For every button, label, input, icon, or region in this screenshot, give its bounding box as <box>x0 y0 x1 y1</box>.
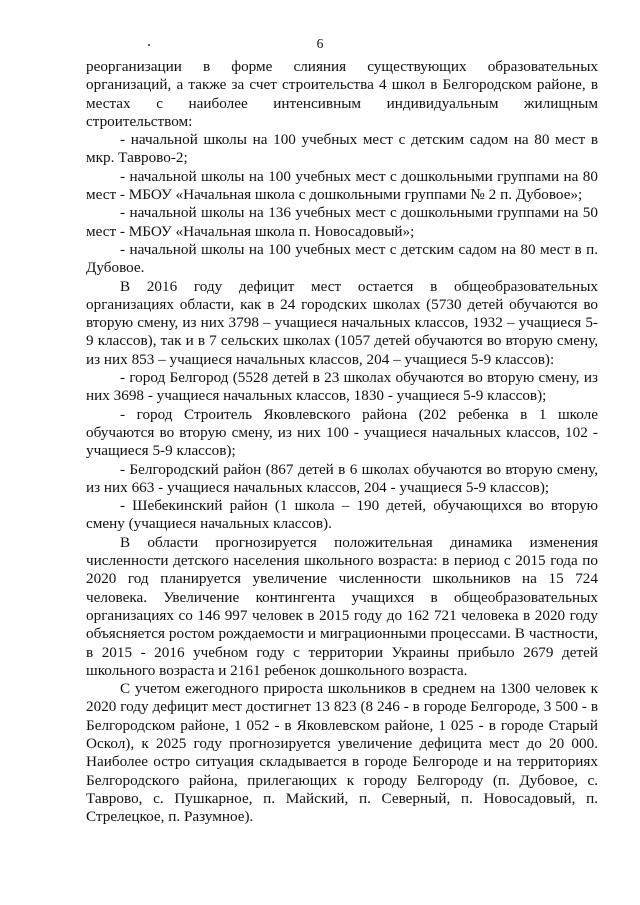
list-item-school-dubovoe-2: - начальной школы на 100 учебных мест с дошкольными группами на 80 мест - МБОУ «Начальная школа с дошкольными группами № 2 п. Дубовое»; <box>86 167 598 204</box>
list-item-belgorod-city: - город Белгород (5528 детей в 23 школах обучаются во вторую смену, из них 3698 - учащиеся начальных классов, 1830 - учащиеся 5-9 классов); <box>86 369 598 405</box>
body-text <box>86 58 598 826</box>
list-item-school-dubovoe: - начальной школы на 100 учебных мест с детским садом на 80 мест в п. Дубовое. <box>86 240 598 277</box>
paragraph-deficit-2016: В 2016 году дефицит мест остается в общеобразовательных организациях области, как в 24 городских школах (5730 детей обучаются во вторую смену, из них 3798 – учащиеся начальных классов, 1932 – учащиеся 5-9 классов), так и в 7 сельских школах (1057 детей обучаются во вторую смену, из них 853 – учащиеся начальных классов, 204 – учащиеся 5-9 классов): <box>86 277 598 368</box>
list-item-shebekino: - Шебекинский район (1 школа – 190 детей, обучающихся во вторую смену (учащиеся начальных классов). <box>86 497 598 533</box>
page-number: 6 <box>316 36 324 51</box>
list-item-belgorod-district: - Белгородский район (867 детей в 6 школах обучаются во вторую смену, из них 663 - учащиеся начальных классов, 204 - учащиеся 5-9 классов); <box>86 460 598 496</box>
paragraph-reorganization: реорганизации в форме слияния существующих образовательных организаций, а также за счет строительства 4 школ в Белгородском районе, в местах с наиболее интенсивным индивидуальным жилищным строительством: <box>86 58 598 130</box>
list-item-school-novosadovy: - начальной школы на 136 учебных мест с дошкольными группами на 50 мест - МБОУ «Начальная школа п. Новосадовый»; <box>86 204 598 240</box>
list-item-stroitel: - город Строитель Яковлевского района (202 ребенка в 1 школе обучаются во вторую смену, из них 100 - учащиеся начальных классов, 102 - учащиеся 5-9 классов); <box>86 405 598 460</box>
paragraph-deficit-forecast: С учетом ежегодного прироста школьников в среднем на 1300 человек к 2020 году дефицит мест достигнет 13 823 (8 246 - в городе Белгороде, 3 500 - в Белгородском районе, 1 052 - в Яковлевском районе, 1 025 - в городе Старый Оскол), к 2025 году прогнозируется увеличение дефицита мест до 20 000. Наиболее остро ситуация складывается в городе Белгороде и на территориях Белгородского района, прилегающих к городу Белгороду (п. Дубовое, с. Таврово, с. Пушкарное, п. Майский, п. Северный, п. Новосадовый, п. Стрелецкое, п. Разумное). <box>86 680 598 826</box>
paragraph-forecast: В области прогнозируется положительная динамика изменения численности детского населения школьного возраста: в период с 2015 года по 2020 год планируется увеличение численности школьников на 15 724 человека. Увеличение контингента учащихся в общеобразовательных организациях со 146 997 человек в 2015 году до 162 721 человека в 2020 году объясняется ростом рождаемости и миграционными процессами. В частности, в 2015 - 2016 учебном году с территории Украины прибыло 2679 детей школьного возраста и 2161 ребенок дошкольного возраста. <box>86 533 598 679</box>
list-item-school-tavrovo: - начальной школы на 100 учебных мест с детским садом на 80 мест в мкр. Таврово-2; <box>86 131 598 167</box>
